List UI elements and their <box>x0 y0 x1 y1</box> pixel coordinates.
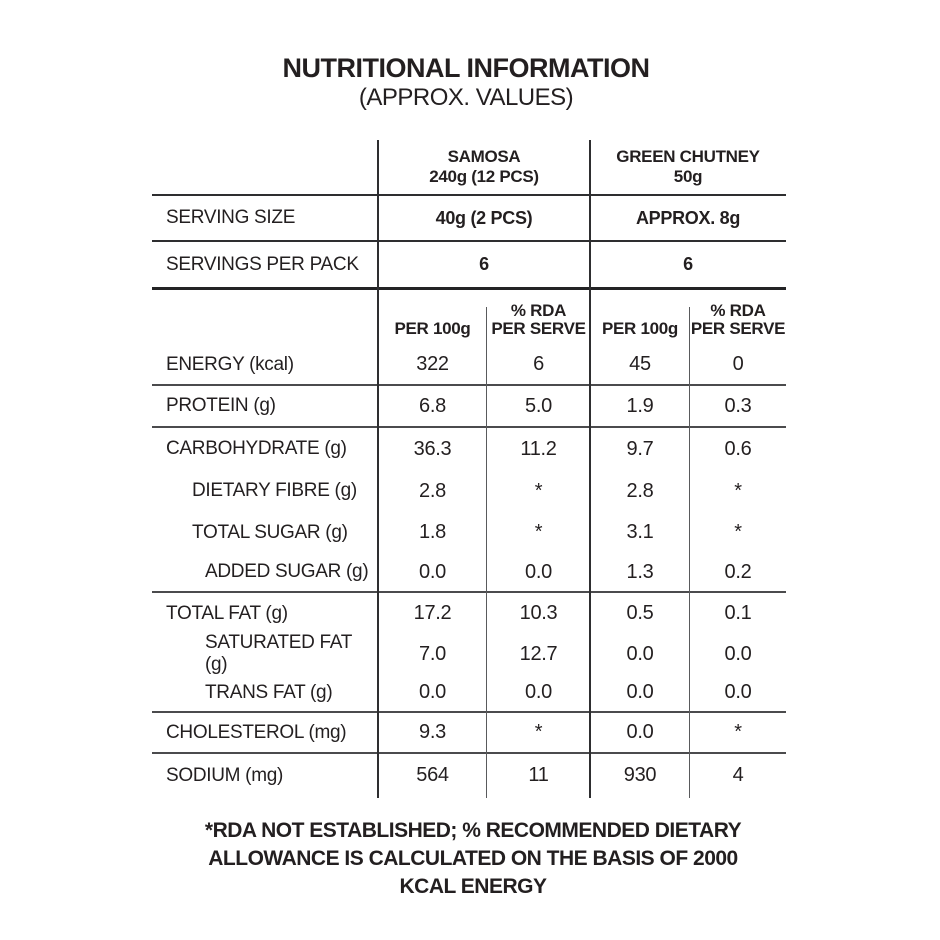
rda-footnote <box>0 817 940 901</box>
nutrient-value: 322 <box>416 353 449 375</box>
subheader-per-100g-chutney: PER 100g <box>601 319 679 338</box>
nutrient-row-energy <box>152 345 786 386</box>
column-subheader-row <box>152 290 786 345</box>
subheader-per-100g-samosa: PER 100g <box>394 319 471 338</box>
nutrient-value: 11.2 <box>520 437 557 460</box>
nutrient-row-sodium <box>152 754 786 797</box>
nutrient-row-added-sugar <box>152 553 786 593</box>
nutrient-value: 564 <box>416 764 449 786</box>
product-name: SAMOSA <box>447 147 521 166</box>
nutrient-value: 1.8 <box>419 521 446 543</box>
nutrient-row-total-sugar <box>152 512 786 553</box>
nutrient-value: 0.0 <box>724 642 752 665</box>
nutrient-label: SATURATED FAT (g) <box>205 632 352 675</box>
column-divider-main-left <box>377 140 379 798</box>
page-title: NUTRITIONAL INFORMATION <box>282 53 650 83</box>
nutrient-value: * <box>734 521 742 543</box>
page-subtitle: (APPROX. VALUES) <box>358 84 574 111</box>
nutrient-value: 0.2 <box>724 560 752 583</box>
nutrient-row-trans-fat <box>152 674 786 713</box>
nutrient-value: 0.0 <box>419 681 446 703</box>
serving-size-row <box>152 196 786 242</box>
nutrient-value: * <box>534 721 543 743</box>
nutrient-value: 17.2 <box>413 602 452 624</box>
product-header-row <box>152 140 786 196</box>
nutrient-value: 0 <box>732 353 744 375</box>
nutrient-label: SODIUM (mg) <box>166 764 284 786</box>
nutrient-value: 0.3 <box>724 394 752 417</box>
nutrient-value: * <box>534 479 543 502</box>
column-divider-thin-samosa <box>486 307 487 798</box>
nutrient-value: 2.8 <box>419 479 446 502</box>
nutrient-value: 0.0 <box>626 642 654 665</box>
nutrient-value: 36.3 <box>413 437 452 460</box>
subheader-rda-samosa: % RDA PER SERVE <box>491 301 586 338</box>
nutrient-value: 0.0 <box>626 681 654 703</box>
nutrient-value: 5.0 <box>525 394 552 417</box>
column-divider-main-right <box>589 140 591 798</box>
nutrient-value: 0.6 <box>724 437 752 460</box>
nutrient-value: * <box>734 721 742 743</box>
nutrient-value: 930 <box>623 764 657 786</box>
nutrient-value: 3.1 <box>626 521 654 543</box>
nutrient-value: * <box>734 479 742 502</box>
row-label: SERVING SIZE <box>166 207 296 228</box>
nutrient-label: TOTAL FAT (g) <box>166 602 288 624</box>
nutrient-label: CHOLESTEROL (mg) <box>166 721 347 743</box>
nutrient-label: TRANS FAT (g) <box>205 681 333 703</box>
nutrient-value: 9.3 <box>419 721 446 743</box>
nutrient-value: 1.3 <box>626 560 654 583</box>
nutrient-value: 2.8 <box>626 479 654 502</box>
serving-size-chutney: APPROX. 8g <box>635 207 741 228</box>
nutrient-value: 11 <box>528 764 549 786</box>
nutrient-value: 9.7 <box>626 437 654 460</box>
nutrient-value: * <box>534 521 543 543</box>
nutrient-row-protein <box>152 386 786 428</box>
nutrient-value: 0.5 <box>626 602 654 624</box>
nutrient-value: 0.0 <box>525 560 552 583</box>
nutrient-value: 7.0 <box>419 642 446 665</box>
nutrient-row-total-fat <box>152 593 786 634</box>
footnote-line-2: ALLOWANCE IS CALCULATED ON THE BASIS OF 2000 <box>208 847 738 870</box>
title-block <box>0 52 932 112</box>
product-quantity: 240g (12 PCS) <box>429 167 539 186</box>
footnote-line-1: *RDA NOT ESTABLISHED; % RECOMMENDED DIETARY <box>204 819 742 842</box>
nutrient-value: 0.1 <box>724 602 752 624</box>
nutrient-label: PROTEIN (g) <box>166 395 276 416</box>
footnote-line-3: KCAL ENERGY <box>399 875 547 898</box>
servings-per-pack-samosa: 6 <box>479 254 489 274</box>
nutrient-value: 12.7 <box>519 642 558 665</box>
nutrient-value: 1.9 <box>626 394 654 417</box>
nutrient-value: 45 <box>629 353 651 375</box>
product-header-samosa <box>378 140 590 194</box>
nutrient-row-dietary-fibre <box>152 470 786 512</box>
subheader-empty-cell <box>152 290 378 345</box>
nutrient-value: 6 <box>533 353 544 375</box>
product-quantity: 50g <box>673 167 703 186</box>
nutrient-value: 6.8 <box>419 394 446 417</box>
subheader-rda-chutney: % RDA PER SERVE <box>690 301 786 338</box>
nutrient-label: DIETARY FIBRE (g) <box>192 480 357 501</box>
nutrient-value: 0.0 <box>419 560 446 583</box>
nutrient-label: ENERGY (kcal) <box>166 353 294 375</box>
product-name: GREEN CHUTNEY <box>616 147 760 166</box>
header-empty-cell <box>152 140 378 194</box>
nutrient-label: TOTAL SUGAR (g) <box>192 521 348 543</box>
nutrient-value: 0.0 <box>626 721 654 743</box>
nutrient-label: CARBOHYDRATE (g) <box>166 438 347 459</box>
nutrient-label: ADDED SUGAR (g) <box>205 561 369 582</box>
serving-size-samosa: 40g (2 PCS) <box>435 207 533 228</box>
product-header-chutney <box>590 140 786 194</box>
nutrient-value: 0.0 <box>525 681 552 703</box>
servings-per-pack-row <box>152 242 786 290</box>
servings-per-pack-chutney: 6 <box>683 254 693 274</box>
nutrient-row-cholesterol <box>152 713 786 754</box>
row-label: SERVINGS PER PACK <box>166 253 359 275</box>
nutrient-value: 10.3 <box>519 602 558 624</box>
nutrient-value: 4 <box>732 764 744 786</box>
column-divider-thin-chutney <box>689 307 690 798</box>
nutrient-row-carbohydrate <box>152 428 786 470</box>
nutrient-row-saturated-fat <box>152 634 786 674</box>
nutrition-table <box>152 140 786 800</box>
nutrient-value: 0.0 <box>724 681 752 703</box>
